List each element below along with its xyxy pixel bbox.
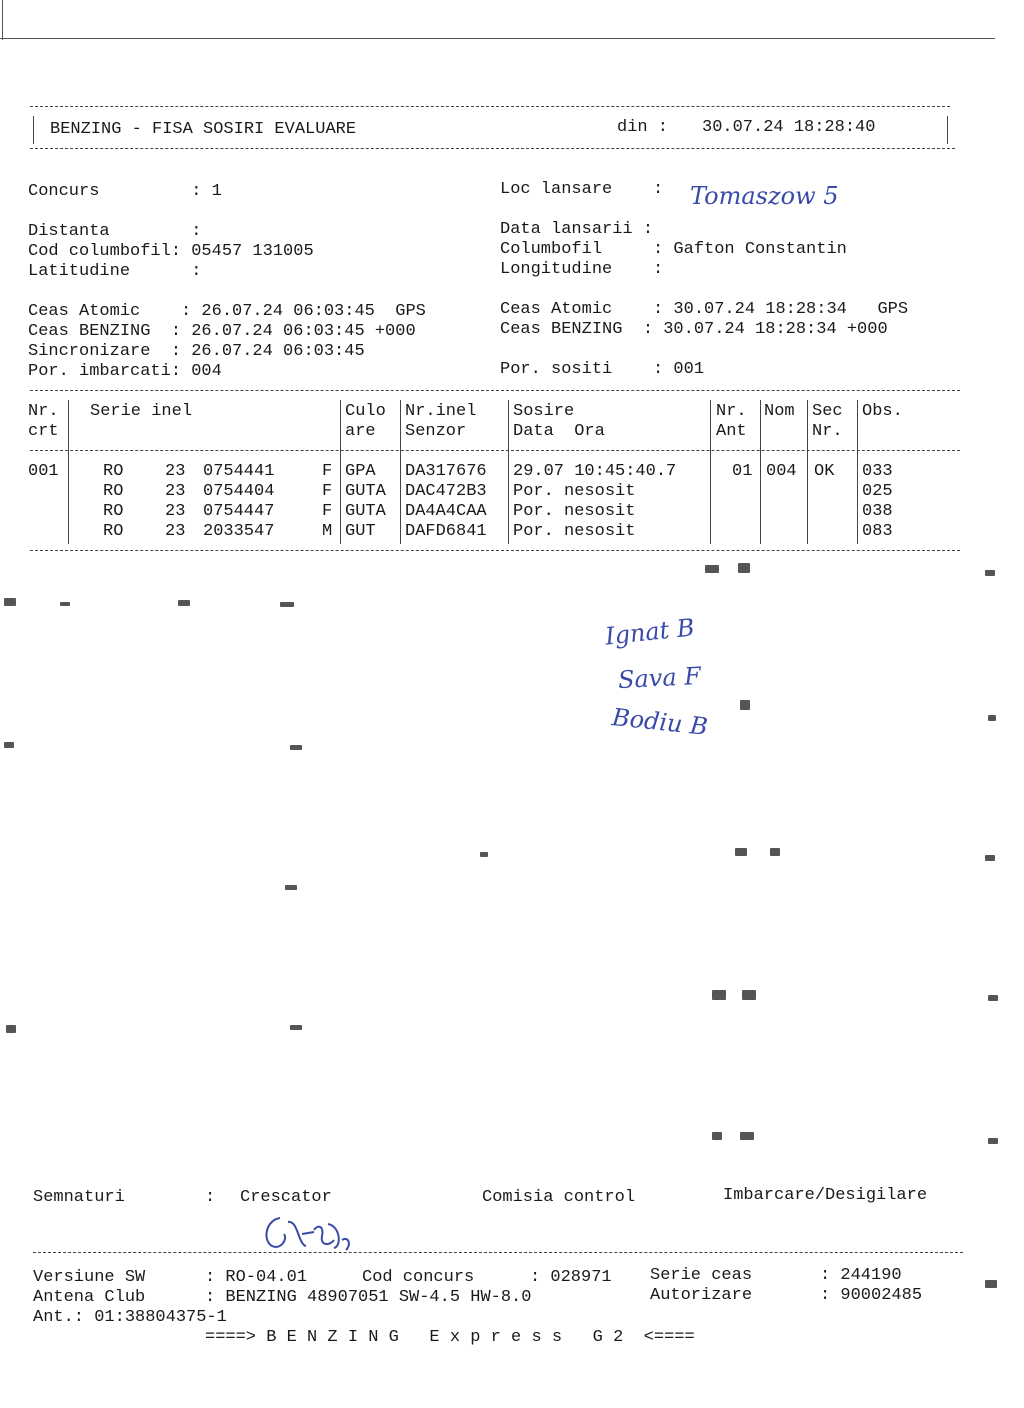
scan-edge-line: [0, 38, 995, 39]
versiune-sw-value: : RO-04.01: [205, 1268, 308, 1287]
header-culoare: Culo: [345, 402, 386, 421]
imbarcare-desigilare-label: Imbarcare/Desigilare: [723, 1186, 928, 1205]
cell-arrival: Por. nesosit: [513, 502, 636, 521]
header-right-border: [947, 116, 948, 144]
cell-obs: 083: [862, 522, 893, 541]
cod-concurs-value: : 028971: [530, 1268, 612, 1287]
serie-ceas-label: Serie ceas: [650, 1266, 753, 1285]
columbofil-field: Columbofil : Gafton Constantin: [500, 240, 847, 259]
loc-lansare-field: Loc lansare :: [500, 180, 664, 199]
cell-arrival: Por. nesosit: [513, 522, 636, 541]
cell-country: RO: [103, 462, 124, 481]
cell-ring: 2033547: [203, 522, 275, 541]
longitudine-field: Longitudine :: [500, 260, 664, 279]
cell-sex: M: [322, 522, 333, 541]
semnaturi-label: Semnaturi: [33, 1188, 125, 1207]
serie-ceas-value: : 244190: [820, 1266, 902, 1285]
header-obs: Obs.: [862, 402, 903, 421]
ceas-benzing-start-field: Ceas BENZING : 26.07.24 06:03:45 +000: [28, 322, 416, 341]
cell-ring: 0754447: [203, 502, 275, 521]
handwritten-note-2: Sava F: [617, 661, 702, 695]
handwritten-note-3: Bodiu B: [610, 703, 710, 741]
handwritten-note-1: Ignat B: [603, 613, 696, 651]
cell-year: 23: [165, 462, 186, 481]
comisia-control-label: Comisia control: [482, 1188, 636, 1207]
autorizare-label: Autorizare: [650, 1286, 753, 1305]
table-col-divider: [400, 400, 401, 544]
distanta-field: Distanta :: [28, 222, 202, 241]
cell-obs: 038: [862, 502, 893, 521]
cell-sensor: DAC472B3: [405, 482, 487, 501]
header-nr: Nr.: [28, 402, 59, 421]
header-nr-ant: Nr.: [716, 402, 747, 421]
cell-ant: 01: [732, 462, 753, 481]
header-top-border: [30, 106, 950, 107]
scan-edge-line-vertical: [2, 0, 3, 40]
benzing-express-brand: ====> B E N Z I N G E x p r e s s G 2 <====: [205, 1328, 695, 1347]
cell-nom: 004: [766, 462, 797, 481]
cell-obs: 033: [862, 462, 893, 481]
header-sec-nr: Nr.: [812, 422, 843, 441]
header-bottom-border: [30, 148, 955, 149]
header-left-border: [33, 116, 34, 144]
table-bottom-border: [30, 550, 960, 551]
footer-divider: [33, 1252, 963, 1253]
table-col-divider: [760, 400, 761, 544]
cell-country: RO: [103, 522, 124, 541]
cell-color: GUTA: [345, 502, 386, 521]
loc-lansare-handwritten: Tomaszow 5: [690, 182, 839, 210]
cell-sensor: DA4A4CAA: [405, 502, 487, 521]
sincronizare-field: Sincronizare : 26.07.24 06:03:45: [28, 342, 365, 361]
header-serie-inel: Serie inel: [90, 402, 193, 421]
cell-ring: 0754404: [203, 482, 275, 501]
sheet-title: BENZING - FISA SOSIRI EVALUARE: [50, 120, 357, 139]
cell-ring: 0754441: [203, 462, 275, 481]
header-senzor: Senzor: [405, 422, 467, 441]
autorizare-value: : 90002485: [820, 1286, 923, 1305]
cell-sex: F: [322, 502, 333, 521]
table-col-divider: [857, 400, 858, 544]
header-ant: Ant: [716, 422, 747, 441]
cell-color: GUT: [345, 522, 376, 541]
ant-value: Ant.: 01:38804375-1: [33, 1308, 227, 1327]
cell-sensor: DA317676: [405, 462, 487, 481]
ceas-atomic-start-field: Ceas Atomic : 26.07.24 06:03:45 GPS: [28, 302, 426, 321]
semnaturi-separator: :: [205, 1188, 216, 1207]
cell-country: RO: [103, 502, 124, 521]
ceas-benzing-end-field: Ceas BENZING : 30.07.24 18:28:34 +000: [500, 320, 888, 339]
por-sositi-field: Por. sositi : 001: [500, 360, 705, 379]
header-sosire: Sosire: [513, 402, 575, 421]
concurs-field: Concurs : 1: [28, 182, 222, 201]
cell-color: GPA: [345, 462, 376, 481]
cell-year: 23: [165, 502, 186, 521]
date-label: din :: [617, 118, 669, 137]
table-top-border: [30, 390, 960, 391]
cell-sex: F: [322, 462, 333, 481]
antena-club-value: : BENZING 48907051 SW-4.5 HW-8.0: [205, 1288, 532, 1307]
por-imbarcati-field: Por. imbarcati: 004: [28, 362, 222, 381]
cell-sensor: DAFD6841: [405, 522, 487, 541]
cell-sec: OK: [814, 462, 835, 481]
cell-obs: 025: [862, 482, 893, 501]
data-lansarii-field: Data lansarii :: [500, 220, 654, 239]
latitudine-field: Latitudine :: [28, 262, 202, 281]
cell-country: RO: [103, 482, 124, 501]
cell-arrival: 29.07 10:45:40.7: [513, 462, 677, 481]
cell-color: GUTA: [345, 482, 386, 501]
ceas-atomic-end-field: Ceas Atomic : 30.07.24 18:28:34 GPS: [500, 300, 909, 319]
header-culoare-2: are: [345, 422, 376, 441]
crescator-label: Crescator: [240, 1188, 332, 1207]
versiune-sw-label: Versiune SW: [33, 1268, 146, 1287]
header-nom: Nom: [764, 402, 795, 421]
table-header-divider: [30, 450, 960, 451]
cell-nr: 001: [28, 462, 59, 481]
table-col-divider: [68, 400, 69, 544]
date-value: 30.07.24 18:28:40: [702, 118, 876, 137]
antena-club-label: Antena Club: [33, 1288, 146, 1307]
cell-year: 23: [165, 522, 186, 541]
header-sec: Sec: [812, 402, 843, 421]
table-col-divider: [710, 400, 711, 544]
table-col-divider: [807, 400, 808, 544]
table-col-divider: [340, 400, 341, 544]
cell-arrival: Por. nesosit: [513, 482, 636, 501]
cell-year: 23: [165, 482, 186, 501]
table-col-divider: [508, 400, 509, 544]
header-data-ora: Data Ora: [513, 422, 605, 441]
header-crt: crt: [28, 422, 59, 441]
cell-sex: F: [322, 482, 333, 501]
cod-concurs-label: Cod concurs: [362, 1268, 475, 1287]
header-nr-inel: Nr.inel: [405, 402, 477, 421]
cod-columbofil-field: Cod columbofil: 05457 131005: [28, 242, 314, 261]
